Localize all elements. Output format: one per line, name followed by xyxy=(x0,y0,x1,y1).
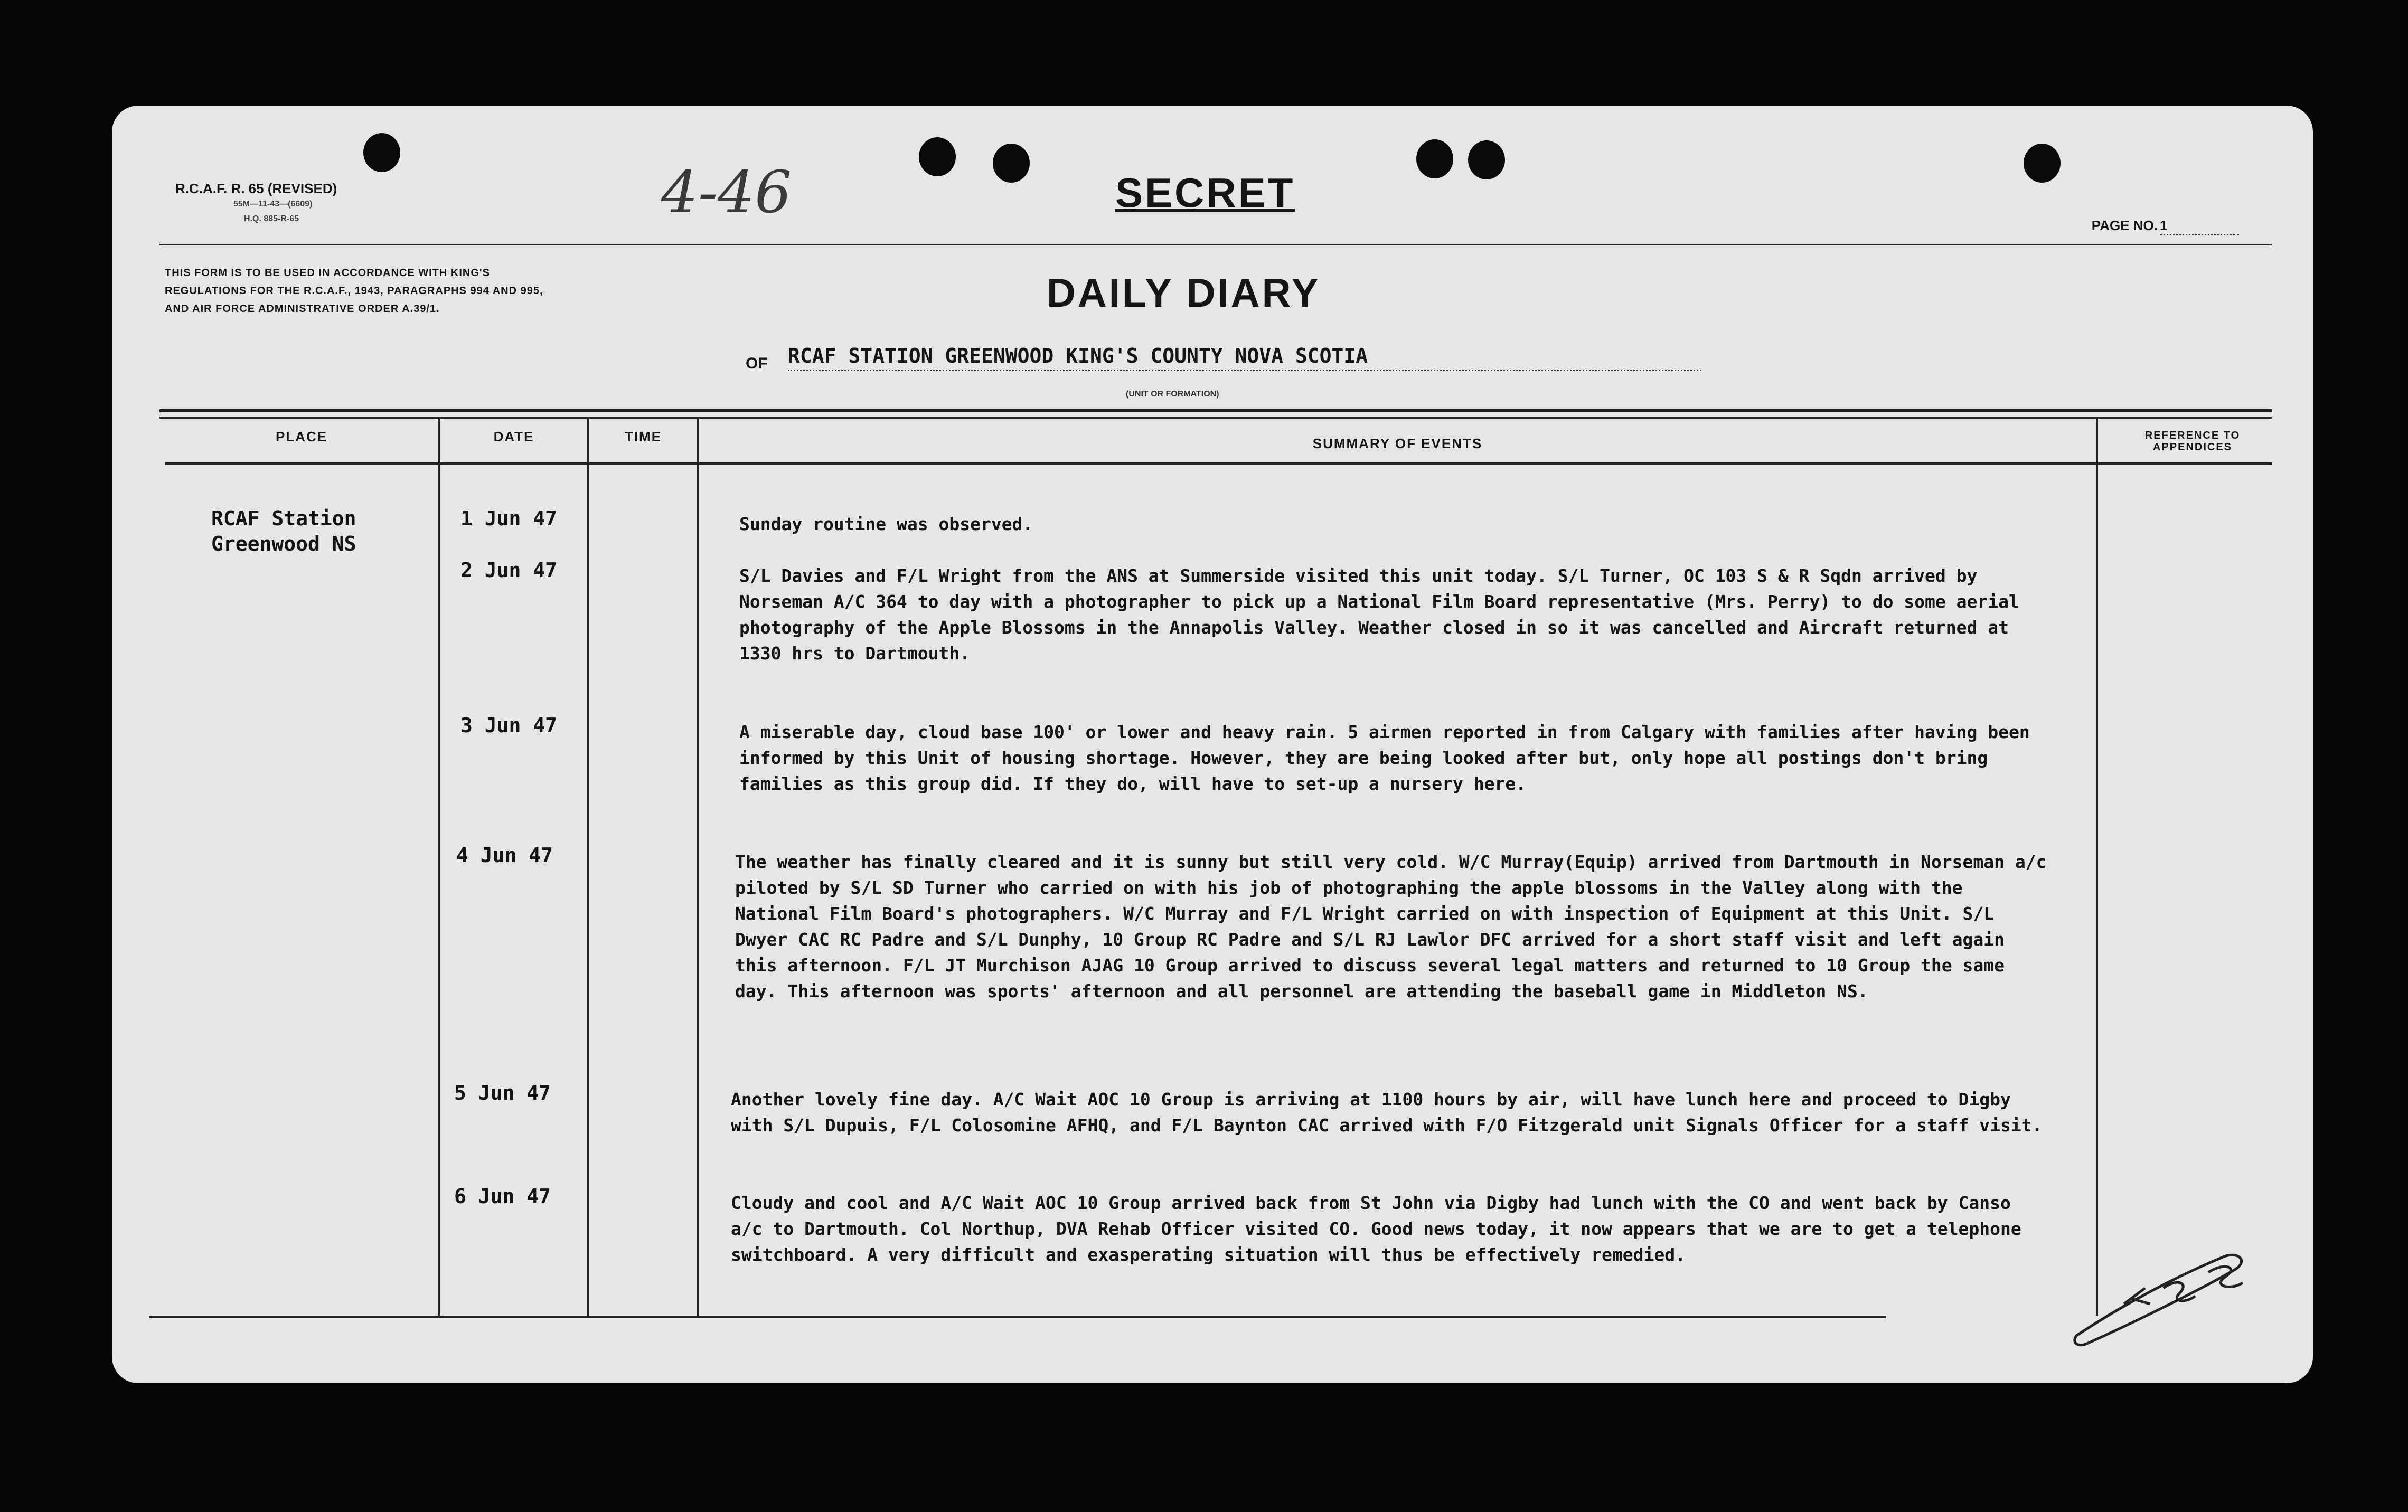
form-note: THIS FORM IS TO BE USED IN ACCORDANCE WITH KING'S REGULATIONS FOR THE R.C.A.F., 1943, PARAGRAPHS 994 AND 995, AND AIR FORCE ADMINISTRATIVE ORDER A.39/1. xyxy=(165,267,543,315)
punch-hole xyxy=(919,137,956,176)
column-header-date: DATE xyxy=(493,429,534,445)
handwritten-initials xyxy=(2066,1225,2256,1352)
entry-date: 3 Jun 47 xyxy=(460,714,558,737)
of-label: OF xyxy=(746,355,768,372)
header-rule xyxy=(159,244,2272,245)
handwritten-id: 4-46 xyxy=(661,158,792,226)
entry-date: 1 Jun 47 xyxy=(460,507,558,530)
punch-hole xyxy=(1416,139,1453,178)
entry-summary: A miserable day, cloud base 100' or lower and heavy rain. 5 airmen reported in from Calgary with families after having been informed by this Unit of housing shortage. However, they are being looked after but, only hope all postings don't bring families as this group did. If they do, will have to set-up a nursery here. xyxy=(739,722,2030,794)
page-label: PAGE NO. xyxy=(2091,218,2158,233)
entry-summary: Another lovely fine day. A/C Wait AOC 10 Group is arriving at 1100 hours by air, will have lunch here and proceed to Digby with S/L Dupuis, F/L Colosomine AFHQ, and F/L Baynton CAC arrived with F/O Fitzgerald unit Signals Officer for a staff visit. xyxy=(731,1089,2043,1136)
entry-date: 2 Jun 47 xyxy=(460,559,558,582)
column-divider xyxy=(697,417,699,1316)
punch-hole xyxy=(993,144,1030,183)
entry-summary: Cloudy and cool and A/C Wait AOC 10 Group arrived back from St John via Digby had lunch with the CO and went back by Canso a/c to Dartmouth. Col Northup, DVA Rehab Officer visited CO. Good news today, it now appears that we are to get a telephone switchboard. A very difficult and exasperating situation will thus be effectively remedied. xyxy=(731,1193,2021,1265)
entry-date: 4 Jun 47 xyxy=(456,844,553,867)
page-number-field xyxy=(2092,218,2239,235)
column-header-summary: SUMMARY OF EVENTS xyxy=(1312,436,1483,451)
classification: SECRET xyxy=(1115,169,1295,216)
punch-hole xyxy=(363,133,400,172)
form-code-line2: 55M—11-43—(6609) xyxy=(233,200,313,209)
table-bottom-rule xyxy=(149,1316,1886,1318)
punch-hole xyxy=(2024,144,2061,183)
column-divider xyxy=(438,417,440,1316)
entry-summary: S/L Davies and F/L Wright from the ANS at Summerside visited this unit today. S/L Turner, OC 103 S & R Sqdn arrived by Norseman A/C 364 to day with a photographer to pick up a National Film Board representative (Mrs. Perry) to do some aerial photography of the Apple Blossoms in the Annapolis Valley. Weather closed in so it was cancelled and Aircraft returned at 1330 hrs to Dartmouth. xyxy=(739,565,2019,664)
entry-date: 6 Jun 47 xyxy=(454,1185,551,1208)
form-code-line3: H.Q. 885-R-65 xyxy=(244,214,299,223)
column-header-rule xyxy=(165,462,2272,465)
page-title: DAILY DIARY xyxy=(1047,271,1321,316)
entry-summary: Sunday routine was observed. xyxy=(739,514,1033,534)
table-top-rule xyxy=(159,409,2272,412)
place-line-2: Greenwood NS xyxy=(211,532,356,555)
column-divider xyxy=(2096,417,2098,1316)
column-header-place: PLACE xyxy=(275,429,328,445)
unit-name: RCAF STATION GREENWOOD KING'S COUNTY NOVA SCOTIA xyxy=(788,344,1701,371)
table-top-rule-2 xyxy=(159,417,2272,419)
page-number: 1 xyxy=(2160,218,2239,235)
column-divider xyxy=(587,417,589,1316)
place-line-1: RCAF Station xyxy=(211,507,356,530)
form-code: R.C.A.F. R. 65 (REVISED) xyxy=(175,181,337,196)
entry-summary: The weather has finally cleared and it is sunny but still very cold. W/C Murray(Equip) arrived from Dartmouth in Norseman a/c piloted by S/L SD Turner who carried on with his job of photographing the apple blossoms in the Valley along with the National Film Board's photographers. W/C Murray and F/L Wright carried on with inspection of Equipment at this Unit. S/L Dwyer CAC RC Padre and S/L Dunphy, 10 Group RC Padre and S/L RJ Lawlor DFC arrived for a short staff visit and left again this afternoon. F/L JT Murchison AJAG 10 Group arrived to discuss several legal matters and returned to 10 Group the same day. This afternoon was sports' afternoon and all personnel are attending the baseball game in Middleton NS. xyxy=(735,852,2047,1001)
entry-date: 5 Jun 47 xyxy=(454,1081,551,1104)
diary-card xyxy=(112,106,2313,1383)
column-header-time: TIME xyxy=(624,429,662,445)
punch-hole xyxy=(1468,140,1505,179)
unit-caption: (UNIT OR FORMATION) xyxy=(1126,390,1219,399)
column-header-reference: REFERENCE TO APPENDICES xyxy=(2144,430,2241,453)
